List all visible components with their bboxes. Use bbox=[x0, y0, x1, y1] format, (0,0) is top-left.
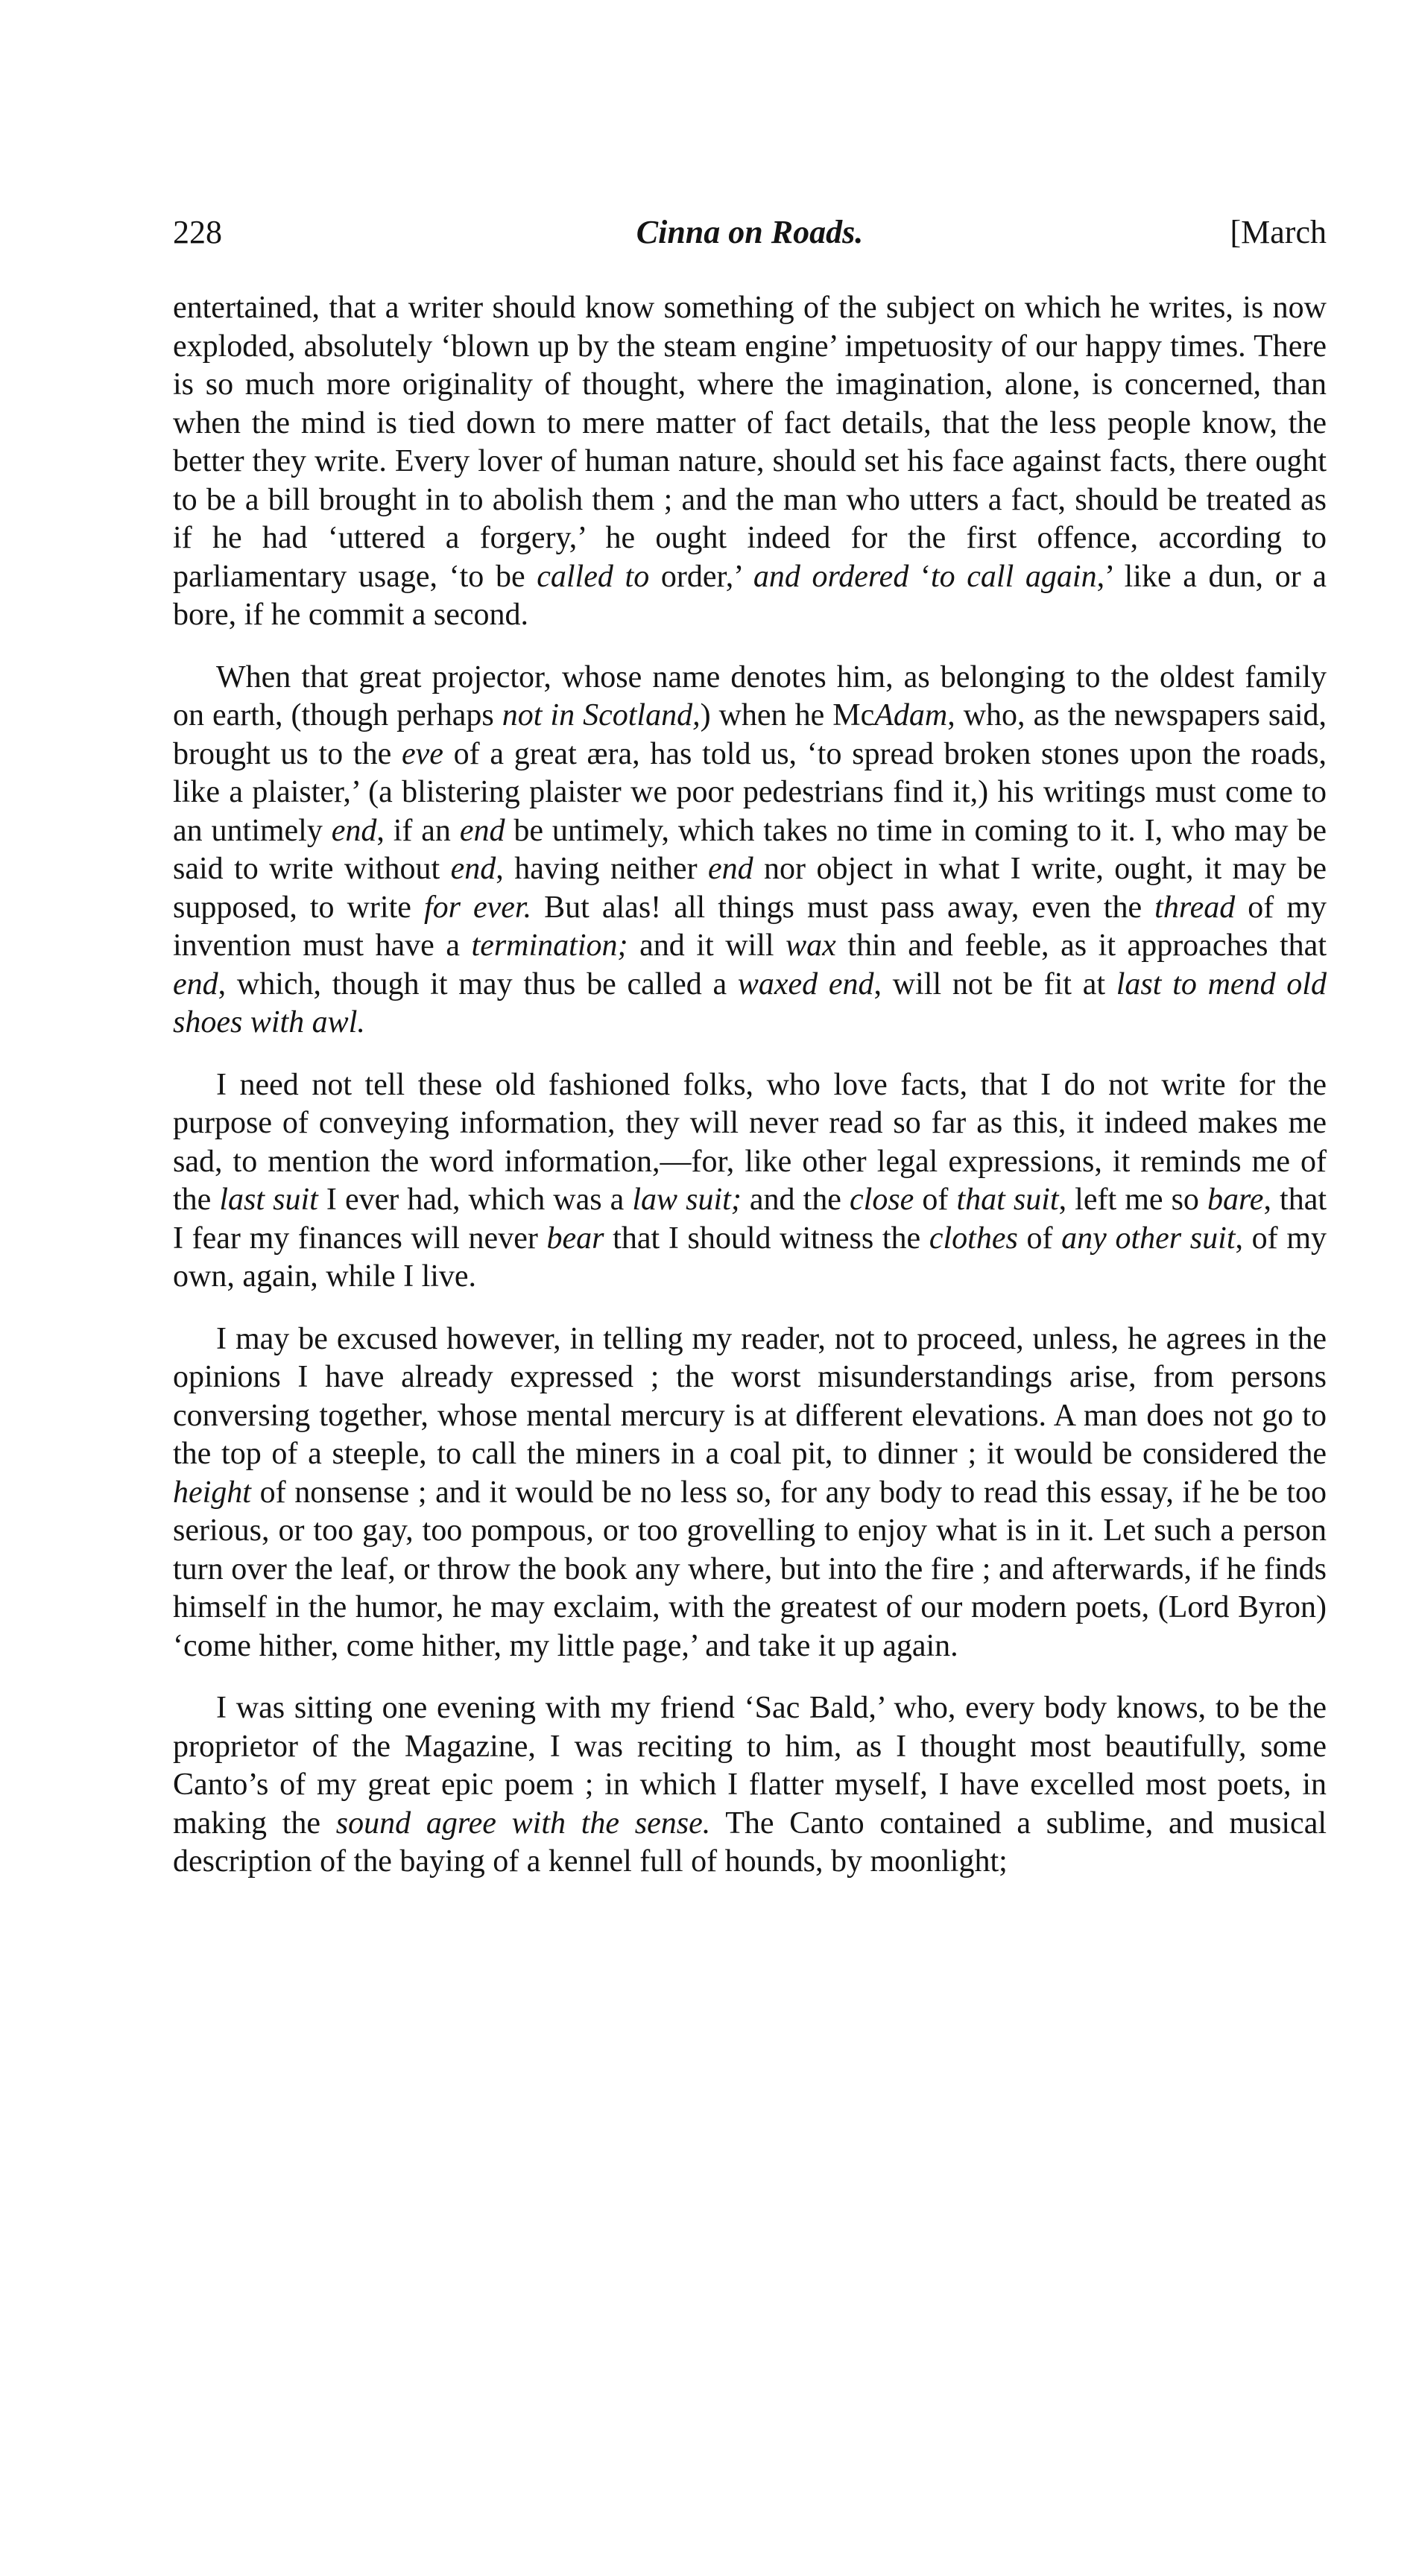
italic-text: sound agree with the sense. bbox=[335, 1806, 711, 1841]
paragraph-5 bbox=[173, 1689, 1327, 1882]
italic-text: thread bbox=[1154, 890, 1236, 925]
text-run: When that great projector, whose name denotes him, as belonging to the oldest family on earth, (though perhaps bbox=[173, 659, 1327, 732]
text-run: , if an bbox=[376, 813, 460, 848]
text-run: , which, though it may thus be called a bbox=[218, 966, 738, 1001]
body-text bbox=[173, 289, 1327, 1882]
text-run: order,’ bbox=[649, 559, 753, 594]
paragraph-3 bbox=[173, 1066, 1327, 1297]
text-run: , that I fear my finances will never bbox=[173, 1183, 1327, 1256]
italic-text: end bbox=[173, 966, 218, 1001]
italic-text: to call again bbox=[930, 559, 1097, 594]
italic-text: close bbox=[850, 1183, 914, 1217]
text-run: , left me so bbox=[1058, 1183, 1208, 1217]
text-run: of bbox=[914, 1183, 957, 1217]
text-run: ,’ like a dun, or a bore, if he commit a second. bbox=[173, 559, 1327, 632]
running-title: Cinna on Roads. bbox=[636, 214, 864, 250]
text-run: that I should witness the bbox=[604, 1221, 929, 1256]
text-run: be untimely, which takes no time in coming to it. I, who may be said to write without bbox=[173, 813, 1327, 886]
text-run: of bbox=[1017, 1221, 1062, 1256]
text-run: , of my own, again, while I live. bbox=[173, 1221, 1327, 1294]
paragraph-4 bbox=[173, 1320, 1327, 1666]
text-run: , will not be fit at bbox=[873, 966, 1116, 1001]
italic-text: last suit bbox=[219, 1183, 318, 1217]
paragraph-2 bbox=[173, 659, 1327, 1042]
italic-text: bare bbox=[1207, 1183, 1264, 1217]
text-run: I ever had, which was a bbox=[317, 1183, 633, 1217]
text-run: I was sitting one evening with my friend ‘Sac Bald,’ who, every body knows, to be the proprietor of the Magazine, I was reciting to him, as I thought most beautifully, some Canto’s of my great epic poem ; in which I flatter myself, I have excelled most poets, in making the bbox=[173, 1691, 1327, 1841]
italic-text: eve bbox=[401, 736, 443, 771]
text-run: and it will bbox=[628, 928, 786, 963]
italic-text: law suit; bbox=[632, 1183, 742, 1217]
text-run: thin and feeble, as it approaches that bbox=[835, 928, 1327, 963]
italic-text: that suit bbox=[956, 1183, 1059, 1217]
italic-text: end bbox=[459, 813, 505, 848]
text-run: , who, as the newspapers said, brought us to the bbox=[173, 698, 1327, 771]
italic-text: last to mend old shoes with awl. bbox=[173, 966, 1327, 1039]
running-head bbox=[173, 210, 1327, 255]
text-run: of a great æra, has told us, ‘to spread broken stones upon the roads, like a plaister,’ (a blistering plaister we poor pedestrians find it,) his writings must come to an untimely bbox=[173, 736, 1327, 848]
italic-text: and ordered bbox=[753, 559, 909, 594]
text-run: But alas! all things must pass away, even the bbox=[531, 890, 1155, 925]
italic-text: clothes bbox=[929, 1221, 1018, 1256]
italic-text: any other suit bbox=[1061, 1221, 1236, 1256]
italic-text: wax bbox=[786, 928, 836, 963]
italic-text: Adam bbox=[874, 698, 948, 732]
text-run: of my invention must have a bbox=[173, 890, 1327, 963]
text-run: I may be excused however, in telling my reader, not to proceed, unless, he agrees in the opinions I have already expressed ; the worst misunderstandings arise, from persons conversing together, whose mental mercury is at different elevations. A man does not go to the top of a steeple, to call the miners in a coal pit, to dinner ; it would be considered the bbox=[173, 1321, 1327, 1471]
italic-text: termination; bbox=[471, 928, 628, 963]
italic-text: end bbox=[331, 813, 377, 848]
running-month: [March bbox=[1230, 214, 1327, 250]
text-run: and the bbox=[741, 1183, 850, 1217]
italic-text: not in Scotland, bbox=[502, 698, 701, 732]
italic-text: called to bbox=[537, 559, 650, 594]
text-run: The Canto contained a sublime, and musical description of the baying of a kennel full of hounds, by moonlight; bbox=[173, 1806, 1327, 1879]
italic-text: end bbox=[707, 852, 753, 886]
paragraph-1 bbox=[173, 289, 1327, 635]
text-run: of nonsense ; and it would be no less so, for any body to read this essay, if he be too serious, or too gay, too pompous, or too grovelling to enjoy what is in it. Let such a person turn over the leaf, or throw the book any where, but into the fire ; and afterwards, if he finds himself in the humor, he may exclaim, with the greatest of our modern poets, (Lord Byron) ‘come hither, come hither, my little page,’ and take it up again. bbox=[173, 1475, 1327, 1663]
text-run: ‘ bbox=[908, 559, 931, 594]
text-run: nor object in what I write, ought, it may be supposed, to write bbox=[173, 852, 1327, 925]
italic-text: bear bbox=[546, 1221, 604, 1256]
text-run: ) when he Mc bbox=[700, 698, 875, 732]
italic-text: end bbox=[450, 852, 496, 886]
text-run: entertained, that a writer should know something of the subject on which he writes, is now exploded, absolutely ‘blown up by the steam engine’ impetuosity of our happy times. There is so much more originality of thought, where the imagination, alone, is concerned, than when the mind is tied down to mere matter of fact details, that the less people know, the better they write. Every lover of human nature, should set his face against facts, there ought to be a bill brought in to abolish them ; and the man who utters a fact, should be treated as if he had ‘uttered a forgery,’ he ought indeed for the first offence, according to parliamentary usage, ‘to be bbox=[173, 291, 1327, 594]
italic-text: height bbox=[173, 1475, 251, 1510]
text-run: , having neither bbox=[496, 852, 708, 886]
page-number: 228 bbox=[173, 214, 222, 250]
italic-text: for ever. bbox=[423, 890, 532, 925]
italic-text: waxed end bbox=[737, 966, 874, 1001]
text-run: I need not tell these old fashioned folks, who love facts, that I do not write for the purpose of conveying information, they will never read so far as this, it indeed makes me sad, to mention the word information,—for, like other legal expressions, it reminds me of the bbox=[173, 1067, 1327, 1217]
